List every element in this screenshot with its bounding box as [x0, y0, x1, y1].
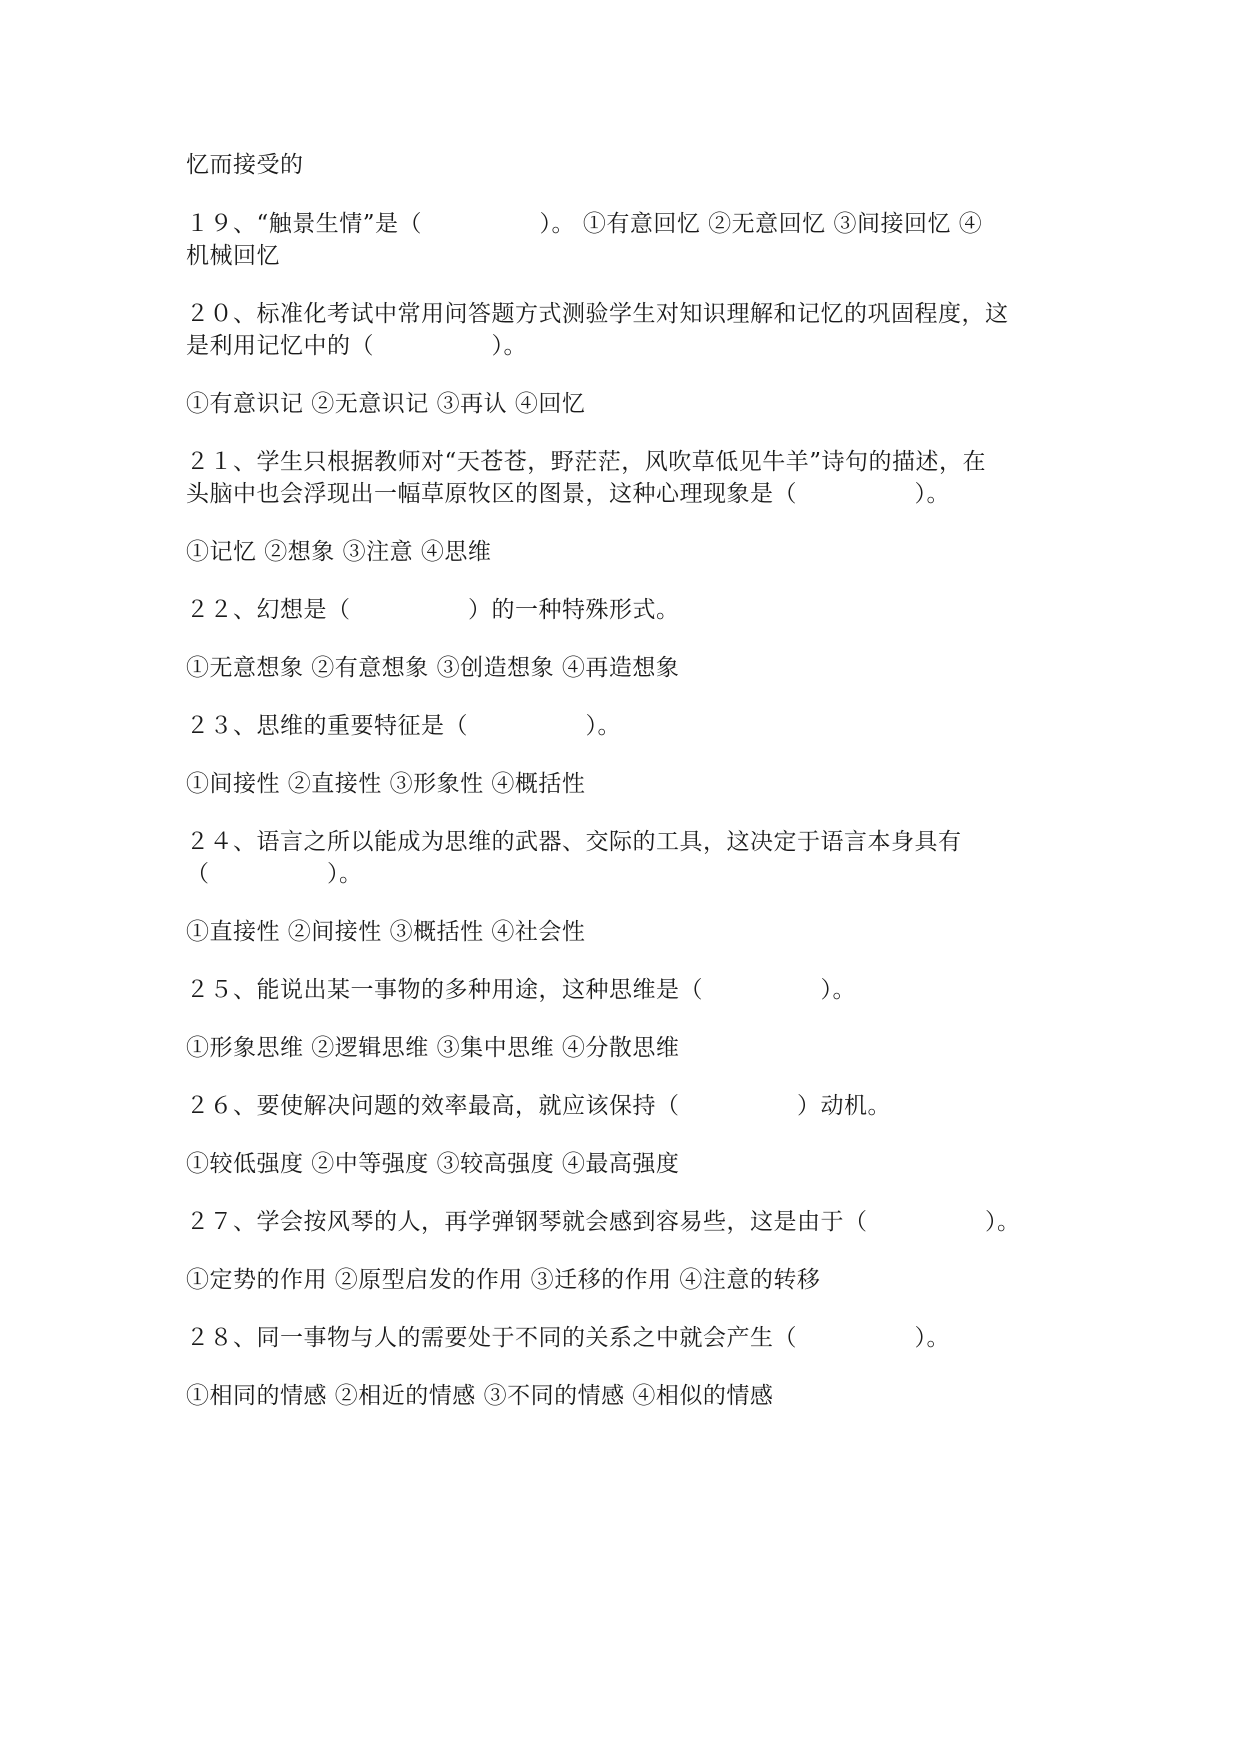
question-20-options: ①有意识记 ②无意识记 ③再认 ④回忆 [186, 391, 586, 417]
question-23-stem: ２３、思维的重要特征是（ ）。 [186, 713, 621, 739]
question-20-stem: ２０、标准化考试中常用问答题方式测验学生对知识理解和记忆的巩固程度，这 [186, 301, 1009, 327]
question-27-stem: ２７、学会按风琴的人，再学弹钢琴就会感到容易些，这是由于（ ）。 [186, 1209, 1021, 1235]
question-24-stem: ２４、语言之所以能成为思维的武器、交际的工具，这决定于语言本身具有 [186, 829, 962, 855]
question-26-options: ①较低强度 ②中等强度 ③较高强度 ④最高强度 [186, 1151, 680, 1177]
text-line: 忆而接受的 [186, 152, 304, 178]
question-23-options: ①间接性 ②直接性 ③形象性 ④概括性 [186, 771, 586, 797]
question-19-stem-cont: 机械回忆 [186, 243, 280, 269]
question-26-stem: ２６、要使解决问题的效率最高，就应该保持（ ）动机。 [186, 1093, 891, 1119]
question-27-options: ①定势的作用 ②原型启发的作用 ③迁移的作用 ④注意的转移 [186, 1267, 821, 1293]
question-20-stem-cont: 是利用记忆中的（ ）。 [186, 333, 527, 359]
question-25-options: ①形象思维 ②逻辑思维 ③集中思维 ④分散思维 [186, 1035, 680, 1061]
question-22-stem: ２２、幻想是（ ）的一种特殊形式。 [186, 597, 680, 623]
question-22-options: ①无意想象 ②有意想象 ③创造想象 ④再造想象 [186, 655, 680, 681]
question-28-options: ①相同的情感 ②相近的情感 ③不同的情感 ④相似的情感 [186, 1383, 774, 1409]
question-24-stem-cont: （ ）。 [186, 861, 363, 887]
question-21-stem: ２１、学生只根据教师对“天苍苍，野茫茫，风吹草低见牛羊”诗句的描述，在 [186, 449, 987, 475]
question-19-stem: １９、“触景生情”是（ ）。 ①有意回忆 ②无意回忆 ③间接回忆 ④ [186, 211, 983, 237]
question-24-options: ①直接性 ②间接性 ③概括性 ④社会性 [186, 919, 586, 945]
question-21-stem-cont: 头脑中也会浮现出一幅草原牧区的图景，这种心理现象是（ ）。 [186, 481, 950, 507]
question-21-options: ①记忆 ②想象 ③注意 ④思维 [186, 539, 492, 565]
question-25-stem: ２５、能说出某一事物的多种用途，这种思维是（ ）。 [186, 977, 856, 1003]
question-28-stem: ２８、同一事物与人的需要处于不同的关系之中就会产生（ ）。 [186, 1325, 950, 1351]
